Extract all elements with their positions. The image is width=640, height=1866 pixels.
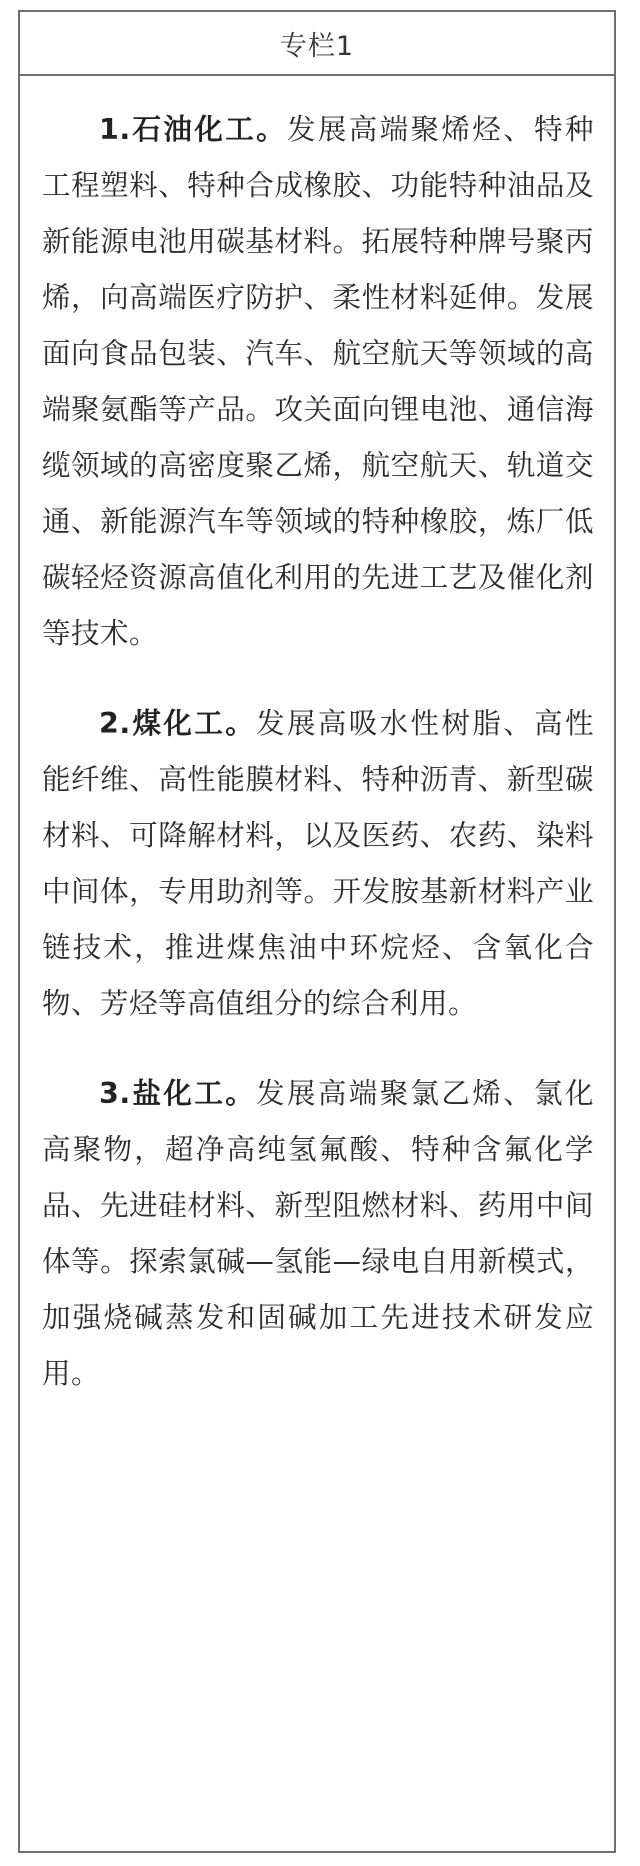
section-coal-chemical [42,696,594,1032]
box-content [20,76,614,1402]
section-petrochemical [42,102,594,662]
column-box [18,10,616,1853]
section-body: 发展高端聚氯乙烯、氯化高聚物，超净高纯氢氟酸、特种含氟化学品、先进硅材料、新型阻燃材料、药用中间体等。探索氯碱—氢能—绿电自用新模式，加强烧碱蒸发和固碱加工先进技术研发应用。 [42,1077,594,1390]
section-body: 发展高端聚烯烃、特种工程塑料、特种合成橡胶、功能特种油品及新能源电池用碳基材料。拓展特种牌号聚丙烯，向高端医疗防护、柔性材料延伸。发展面向食品包装、汽车、航空航天等领域的高端聚氨酯等产品。攻关面向锂电池、通信海缆领域的高密度聚乙烯，航空航天、轨道交通、新能源汽车等领域的特种橡胶，炼厂低碳轻烃资源高值化利用的先进工艺及催化剂等技术。 [42,113,594,650]
section-heading: 2.煤化工。 [99,707,257,740]
box-title: 专栏1 [20,12,614,76]
section-heading: 1.石油化工。 [99,113,287,146]
section-heading: 3.盐化工。 [99,1077,257,1110]
section-salt-chemical [42,1066,594,1402]
section-body: 发展高吸水性树脂、高性能纤维、高性能膜材料、特种沥青、新型碳材料、可降解材料，以及医药、农药、染料中间体，专用助剂等。开发胺基新材料产业链技术，推进煤焦油中环烷烃、含氧化合物、芳烃等高值组分的综合利用。 [42,707,594,1020]
